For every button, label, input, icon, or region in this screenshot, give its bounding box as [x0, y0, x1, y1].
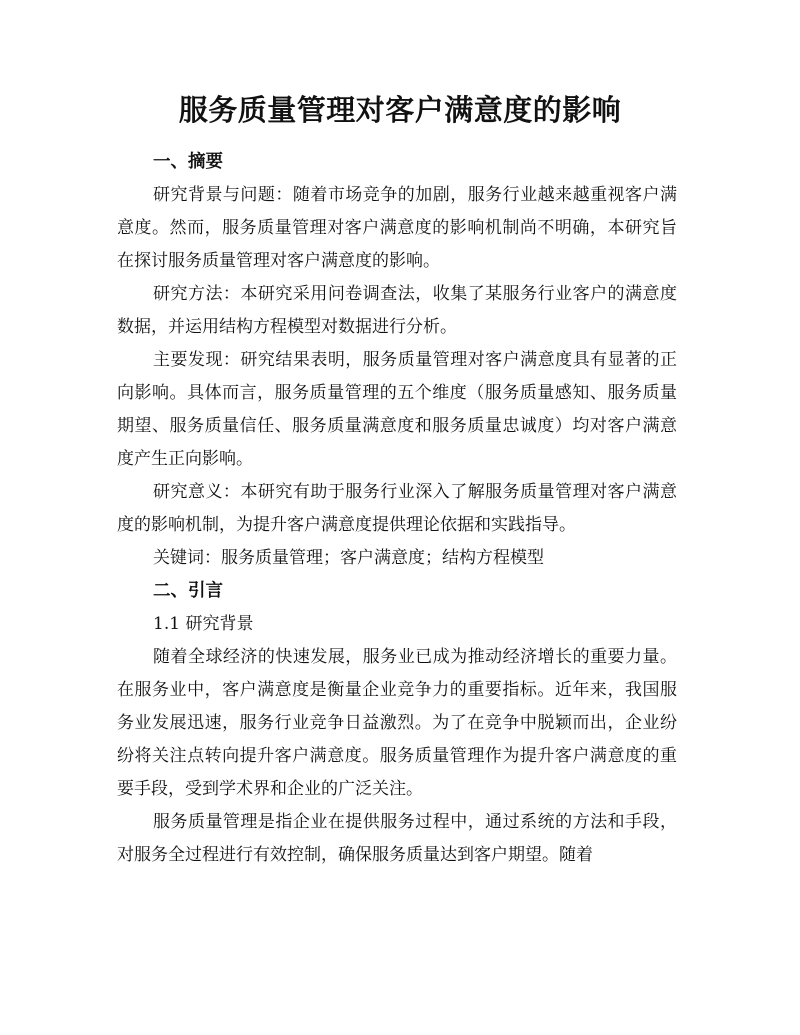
intro-paragraph-2: 服务质量管理是指企业在提供服务过程中，通过系统的方法和手段，对服务全过程进行有效控制，确保服务质量达到客户期望。随着 [117, 812, 677, 865]
page-title: 服务质量管理对客户满意度的影响 [178, 93, 622, 127]
section-heading-abstract: 一、摘要 [153, 152, 223, 172]
section-heading-introduction: 二、引言 [153, 581, 223, 601]
abstract-paragraph-significance: 研究意义：本研究有助于服务行业深入了解服务质量管理对客户满意度的影响机制，为提升客户满意度提供理论依据和实践指导。 [117, 482, 677, 535]
abstract-paragraph-findings: 主要发现：研究结果表明，服务质量管理对客户满意度具有显著的正向影响。具体而言，服务质量管理的五个维度（服务质量感知、服务质量期望、服务质量信任、服务质量满意度和服务质量忠诚度）均对客户满意度产生正向影响。 [117, 350, 677, 469]
keywords-line: 关键词：服务质量管理；客户满意度；结构方程模型 [153, 548, 544, 568]
intro-paragraph-1: 随着全球经济的快速发展，服务业已成为推动经济增长的重要力量。在服务业中，客户满意度是衡量企业竞争力的重要指标。近年来，我国服务业发展迅速，服务行业竞争日益激烈。为了在竞争中脱颖而出，企业纷纷将关注点转向提升客户满意度。服务质量管理作为提升客户满意度的重要手段，受到学术界和企业的广泛关注。 [117, 647, 677, 799]
abstract-paragraph-background: 研究背景与问题：随着市场竞争的加剧，服务行业越来越重视客户满意度。然而，服务质量管理对客户满意度的影响机制尚不明确，本研究旨在探讨服务质量管理对客户满意度的影响。 [117, 185, 677, 271]
document-body [117, 146, 677, 872]
subsection-heading-background: 1.1 研究背景 [153, 614, 254, 634]
abstract-paragraph-method: 研究方法：本研究采用问卷调查法，收集了某服务行业客户的满意度数据，并运用结构方程模型对数据进行分析。 [117, 284, 677, 337]
